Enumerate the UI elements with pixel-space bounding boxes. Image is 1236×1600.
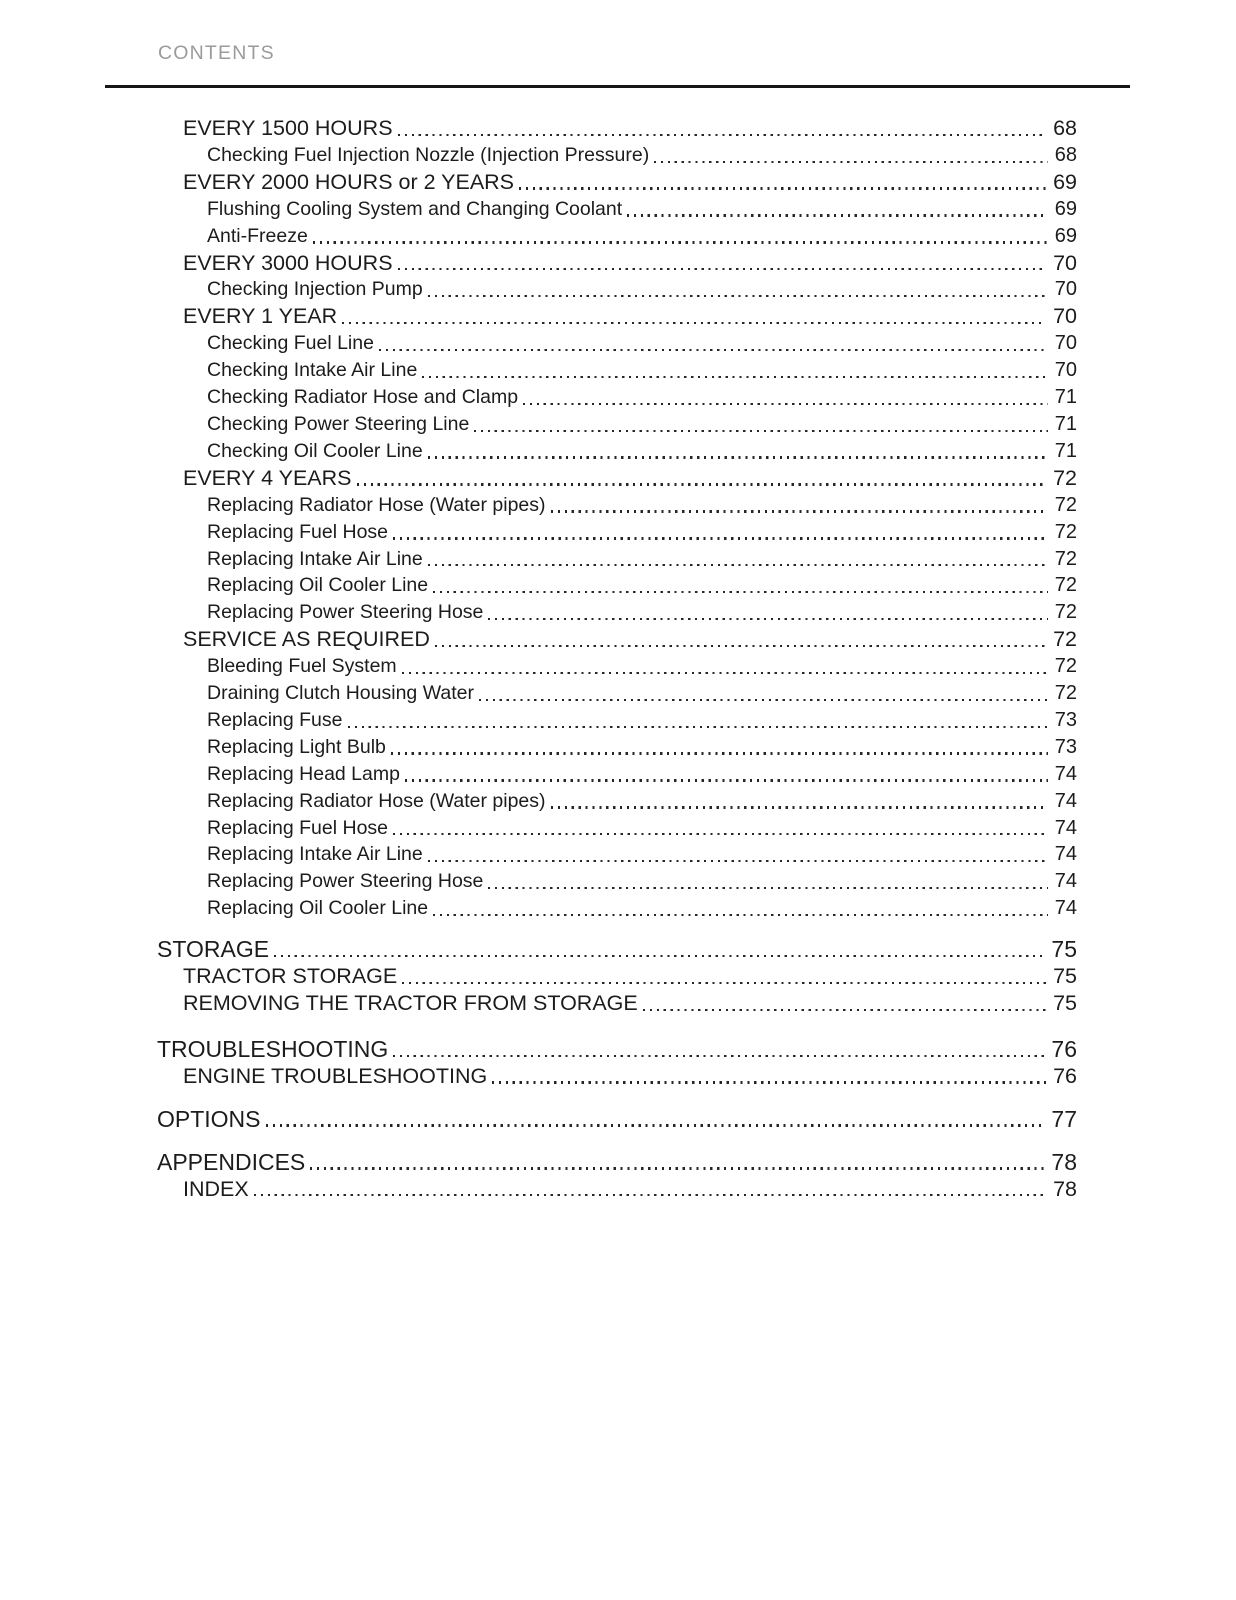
toc-row [105,963,1077,990]
toc-entry-page: 73 [1054,708,1077,731]
toc-entry-title: APPENDICES [157,1148,306,1175]
toc-entry-title: Flushing Cooling System and Changing Coolant [207,197,623,220]
toc-entry-title: Checking Intake Air Line [207,359,418,382]
toc-entry-page: 72 [1053,627,1077,652]
toc-row [105,492,1077,519]
dot-leader [479,699,1048,701]
toc-row [105,841,1077,868]
toc-entry-title: Replacing Fuse [207,708,343,731]
page-header [105,0,1130,88]
dot-leader [254,1194,1046,1196]
dot-leader [402,982,1046,984]
toc-entry-title: Checking Radiator Hose and Clamp [207,386,519,409]
running-header-title: CONTENTS [158,42,275,64]
dot-leader [433,591,1048,593]
toc-row [105,1176,1077,1203]
toc-entry-title: TROUBLESHOOTING [157,1035,389,1062]
dot-leader [488,618,1047,620]
dot-leader [405,779,1048,781]
toc-entry-title: OPTIONS [157,1105,261,1132]
toc-entry-title: INDEX [183,1176,249,1201]
dot-leader [393,833,1048,835]
toc-row [105,1036,1077,1063]
toc-entry-title: STORAGE [157,936,270,963]
toc-entry-title: Replacing Power Steering Hose [207,601,484,624]
dot-leader [435,645,1046,647]
toc-entry-page: 74 [1054,816,1077,839]
dot-leader [488,887,1047,889]
dot-leader [379,349,1048,351]
dot-leader [492,1081,1046,1083]
toc-row [105,546,1077,573]
toc-group [105,1149,1077,1203]
toc-row [105,680,1077,707]
toc-entry-title: TRACTOR STORAGE [183,964,398,989]
dot-leader [357,483,1047,485]
toc-row [105,276,1077,303]
toc-entry-title: ENGINE TROUBLESHOOTING [183,1063,488,1088]
toc-row [105,250,1077,277]
dot-leader [398,134,1047,136]
toc-entry-title: Replacing Intake Air Line [207,547,423,570]
dot-leader [391,752,1048,754]
toc-row [105,572,1077,599]
toc-row [105,411,1077,438]
toc-entry-title: Bleeding Fuel System [207,655,397,678]
toc-entry-title: Replacing Oil Cooler Line [207,897,429,920]
toc-entry-page: 76 [1053,1063,1077,1088]
dot-leader [627,214,1048,216]
dot-leader [428,295,1048,297]
toc-entry-title: Draining Clutch Housing Water [207,682,474,705]
toc-entry-page: 72 [1054,601,1077,624]
toc-entry-page: 74 [1054,897,1077,920]
dot-leader [393,537,1048,539]
toc-list [105,115,1130,1202]
toc-entry-page: 72 [1054,655,1077,678]
dot-leader [433,914,1048,916]
toc-entry-title: Checking Fuel Injection Nozzle (Injection Pressure) [207,143,650,166]
dot-leader [398,268,1047,270]
toc-entry-page: 77 [1051,1105,1077,1132]
toc-entry-page: 76 [1051,1035,1077,1062]
toc-entry-page: 72 [1054,682,1077,705]
toc-entry-title: REMOVING THE TRACTOR FROM STORAGE [183,991,638,1015]
toc-row [105,223,1077,250]
toc-row [105,438,1077,465]
dot-leader [393,1055,1044,1057]
toc-entry-page: 68 [1053,116,1077,140]
dot-leader [428,456,1048,458]
toc-row [105,599,1077,626]
toc-entry-title: EVERY 4 YEARS [183,465,352,490]
toc-entry-title: Checking Injection Pump [207,278,423,301]
toc-entry-page: 75 [1053,991,1077,1015]
toc-entry-page: 72 [1054,574,1077,597]
toc-row [105,653,1077,680]
toc-entry-page: 69 [1054,224,1077,247]
toc-row [105,519,1077,546]
toc-entry-title: Replacing Radiator Hose (Water pipes) [207,493,546,516]
toc-entry-page: 70 [1054,359,1077,382]
page-content [105,0,1130,1202]
toc-entry-title: Replacing Oil Cooler Line [207,574,429,597]
toc-row [105,626,1077,653]
toc-row [105,169,1077,196]
toc-entry-title: Anti-Freeze [207,224,308,247]
toc-row [105,868,1077,895]
toc-entry-page: 73 [1054,735,1077,758]
dot-leader [523,403,1048,405]
dot-leader [551,806,1048,808]
dot-leader [274,955,1044,957]
toc-entry-title: EVERY 1500 HOURS [183,116,393,140]
dot-leader [643,1009,1046,1011]
toc-group [105,1036,1077,1090]
toc-entry-page: 71 [1054,386,1077,409]
toc-row [105,303,1077,330]
toc-row [105,815,1077,842]
toc-group [105,115,1077,922]
toc-row [105,990,1077,1017]
toc-entry-title: EVERY 2000 HOURS or 2 YEARS [183,169,515,194]
toc-entry-title: Replacing Light Bulb [207,735,386,758]
toc-entry-page: 74 [1054,762,1077,785]
toc-entry-title: EVERY 1 YEAR [183,304,338,329]
toc-entry-page: 70 [1054,278,1077,301]
dot-leader [342,322,1046,324]
toc-row [105,761,1077,788]
toc-entry-title: Checking Oil Cooler Line [207,439,423,462]
toc-entry-page: 75 [1053,964,1077,989]
toc-entry-page: 72 [1054,493,1077,516]
toc-row [105,115,1077,142]
dot-leader [428,860,1048,862]
toc-row [105,196,1077,223]
toc-row [105,1106,1077,1133]
toc-entry-title: Checking Fuel Line [207,332,374,355]
dot-leader [519,187,1046,189]
toc-row [105,788,1077,815]
toc-entry-page: 78 [1051,1148,1077,1175]
dot-leader [266,1124,1045,1126]
toc-row [105,1063,1077,1090]
dot-leader [428,564,1048,566]
toc-entry-page: 70 [1053,304,1077,329]
toc-entry-title: Replacing Intake Air Line [207,843,423,866]
toc-entry-page: 74 [1054,870,1077,893]
dot-leader [551,510,1048,512]
dot-leader [474,430,1047,432]
toc-entry-page: 72 [1054,547,1077,570]
dot-leader [402,672,1048,674]
dot-leader [313,241,1048,243]
toc-entry-page: 71 [1054,412,1077,435]
dot-leader [348,726,1048,728]
toc-entry-page: 75 [1051,936,1077,963]
toc-entry-title: Replacing Fuel Hose [207,816,389,839]
toc-row [105,142,1077,169]
toc-group [105,1106,1077,1133]
toc-entry-page: 69 [1053,169,1077,194]
toc-entry-title: Replacing Head Lamp [207,762,400,785]
toc-entry-page: 69 [1054,197,1077,220]
toc-row [105,357,1077,384]
toc-entry-title: EVERY 3000 HOURS [183,250,393,275]
toc-entry-page: 74 [1054,789,1077,812]
toc-row [105,465,1077,492]
toc-entry-page: 74 [1054,843,1077,866]
toc-entry-title: Replacing Radiator Hose (Water pipes) [207,789,546,812]
toc-group [105,936,1077,1017]
toc-entry-page: 68 [1054,143,1077,166]
toc-entry-page: 71 [1054,439,1077,462]
toc-entry-page: 70 [1053,250,1077,275]
toc-entry-page: 72 [1054,520,1077,543]
toc-row [105,1149,1077,1176]
toc-entry-page: 72 [1053,465,1077,490]
toc-row [105,895,1077,922]
dot-leader [654,161,1048,163]
toc-row [105,707,1077,734]
dot-leader [310,1167,1044,1169]
toc-entry-title: Checking Power Steering Line [207,412,470,435]
toc-entry-title: Replacing Fuel Hose [207,520,389,543]
toc-entry-title: Replacing Power Steering Hose [207,870,484,893]
toc-row [105,330,1077,357]
toc-row [105,734,1077,761]
toc-entry-page: 78 [1053,1176,1077,1201]
toc-row [105,936,1077,963]
toc-entry-page: 70 [1054,332,1077,355]
dot-leader [422,376,1047,378]
toc-entry-title: SERVICE AS REQUIRED [183,627,430,652]
toc-row [105,384,1077,411]
